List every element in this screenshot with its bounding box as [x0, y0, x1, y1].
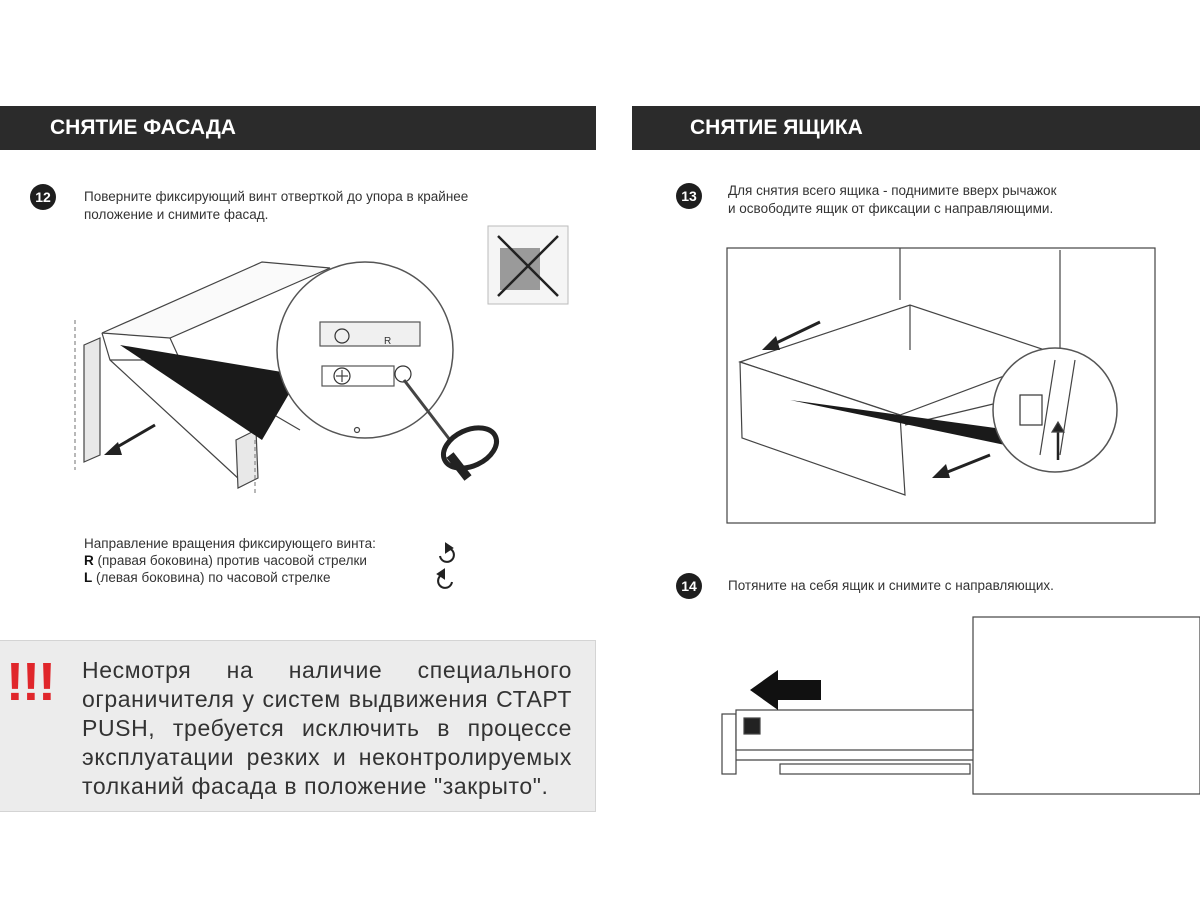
rotation-heading: Направление вращения фиксирующего винта:	[84, 536, 376, 551]
drawer-facade-illustration	[75, 262, 503, 495]
drawer-pull-illustration	[722, 617, 1200, 794]
r-description: (правая боковина) против часовой стрелки	[93, 553, 367, 568]
clockwise-arrow-icon	[438, 570, 452, 588]
step-13-line-2: и освободите ящик от фиксации с направляющими.	[728, 201, 1054, 216]
step-13-line-1: Для снятия всего ящика - поднимите вверх рычажок	[728, 183, 1057, 198]
l-description: (левая боковина) по часовой стрелке	[92, 570, 331, 585]
step-12-line-1: Поверните фиксирующий винт отверткой до упора в крайнее	[84, 189, 469, 204]
drawer-cabinet-illustration	[727, 248, 1155, 523]
step-14-text: Потяните на себя ящик и снимите с направляющих.	[728, 578, 1054, 593]
step-14-badge: 14	[676, 573, 702, 599]
detail-label-r: R	[384, 336, 392, 347]
r-letter: R	[84, 553, 94, 568]
warning-text: Несмотря на наличие специального ограничителя у систем выдвижения СТАРТ PUSH, требуется исключить в процессе эксплуатации резких и неконтролируемых толканий фасада в положение "закрыто".	[82, 657, 572, 799]
no-tool-icon	[488, 226, 568, 304]
l-letter: L	[84, 570, 93, 585]
warning-icon: !!!	[6, 652, 54, 712]
section-title-facade-removal: СНЯТИЕ ФАСАДА	[0, 106, 596, 150]
section-title-drawer-removal: СНЯТИЕ ЯЩИКА	[632, 106, 1200, 150]
direction-arrow-icon	[750, 670, 821, 710]
step-13-badge: 13	[676, 183, 702, 209]
step-12-line-2: положение и снимите фасад.	[84, 207, 269, 222]
step-12-badge: 12	[30, 184, 56, 210]
direction-arrow-icon	[104, 425, 155, 455]
counterclockwise-arrow-icon	[440, 544, 454, 562]
